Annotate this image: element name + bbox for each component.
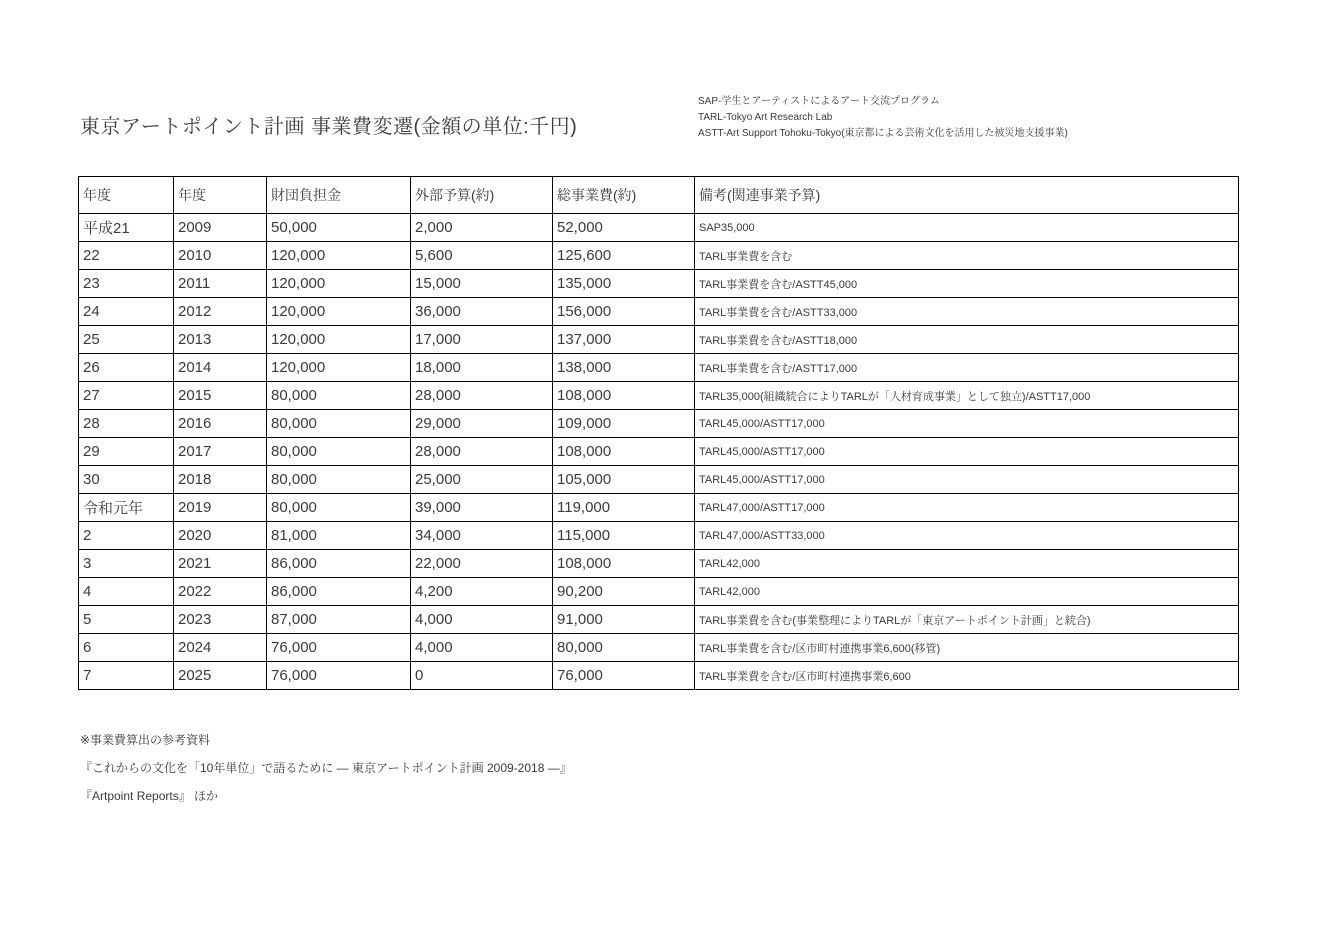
cell-year: 2020: [174, 522, 267, 550]
cell-foundation_contribution: 120,000: [267, 242, 411, 270]
cell-era: 6: [79, 634, 174, 662]
table-row: [79, 382, 1239, 410]
cell-external_budget: 34,000: [411, 522, 553, 550]
column-header-year: 年度: [174, 177, 267, 214]
cell-year: 2012: [174, 298, 267, 326]
cell-foundation_contribution: 86,000: [267, 578, 411, 606]
table-header-row: [79, 177, 1239, 214]
cell-foundation_contribution: 80,000: [267, 438, 411, 466]
cell-foundation_contribution: 120,000: [267, 298, 411, 326]
cell-remarks: TARL事業費を含む/区市町村連携事業6,600(移管): [695, 634, 1239, 662]
cell-total_cost: 90,200: [553, 578, 695, 606]
cell-foundation_contribution: 120,000: [267, 354, 411, 382]
cell-remarks: TARL45,000/ASTT17,000: [695, 410, 1239, 438]
column-header-era: 年度: [79, 177, 174, 214]
cell-era: 5: [79, 606, 174, 634]
cell-external_budget: 29,000: [411, 410, 553, 438]
table-row: [79, 578, 1239, 606]
cell-era: 令和元年: [79, 494, 174, 522]
cell-total_cost: 138,000: [553, 354, 695, 382]
cell-year: 2016: [174, 410, 267, 438]
cell-foundation_contribution: 80,000: [267, 410, 411, 438]
cell-external_budget: 28,000: [411, 438, 553, 466]
cell-era: 平成21: [79, 214, 174, 242]
table-row: [79, 550, 1239, 578]
budget-table: [78, 176, 1239, 690]
cell-remarks: TARL事業費を含む/ASTT18,000: [695, 326, 1239, 354]
cell-external_budget: 4,200: [411, 578, 553, 606]
abbreviation-legend: [698, 94, 1068, 142]
cell-era: 24: [79, 298, 174, 326]
table-row: [79, 354, 1239, 382]
cell-external_budget: 4,000: [411, 634, 553, 662]
cell-foundation_contribution: 87,000: [267, 606, 411, 634]
table-row: [79, 606, 1239, 634]
cell-year: 2011: [174, 270, 267, 298]
cell-total_cost: 108,000: [553, 438, 695, 466]
column-header-remarks: 備考(関連事業予算): [695, 177, 1239, 214]
cell-remarks: TARL45,000/ASTT17,000: [695, 466, 1239, 494]
cell-year: 2010: [174, 242, 267, 270]
cell-foundation_contribution: 80,000: [267, 494, 411, 522]
cell-foundation_contribution: 76,000: [267, 662, 411, 690]
cell-year: 2018: [174, 466, 267, 494]
cell-external_budget: 4,000: [411, 606, 553, 634]
column-header-total_cost: 総事業費(約): [553, 177, 695, 214]
table-row: [79, 662, 1239, 690]
cell-foundation_contribution: 81,000: [267, 522, 411, 550]
cell-remarks: TARL事業費を含む/ASTT33,000: [695, 298, 1239, 326]
cell-year: 2021: [174, 550, 267, 578]
footnote-source-reports: 『Artpoint Reports』 ほか: [80, 789, 219, 803]
cell-remarks: TARL事業費を含む(事業整理によりTARLが「東京アートポイント計画」と統合): [695, 606, 1239, 634]
cell-remarks: TARL42,000: [695, 550, 1239, 578]
table-row: [79, 242, 1239, 270]
footnote-source-book: 『これからの文化を「10年単位」で語るために — 東京アートポイント計画 2009-2018 —』: [80, 761, 572, 775]
cell-total_cost: 80,000: [553, 634, 695, 662]
cell-external_budget: 28,000: [411, 382, 553, 410]
table-row: [79, 522, 1239, 550]
cell-external_budget: 36,000: [411, 298, 553, 326]
cell-remarks: TARL47,000/ASTT33,000: [695, 522, 1239, 550]
cell-external_budget: 25,000: [411, 466, 553, 494]
footnotes: [80, 726, 572, 810]
cell-year: 2015: [174, 382, 267, 410]
column-header-external_budget: 外部予算(約): [411, 177, 553, 214]
cell-external_budget: 17,000: [411, 326, 553, 354]
cell-total_cost: 137,000: [553, 326, 695, 354]
cell-external_budget: 18,000: [411, 354, 553, 382]
cell-total_cost: 156,000: [553, 298, 695, 326]
cell-year: 2017: [174, 438, 267, 466]
cell-external_budget: 22,000: [411, 550, 553, 578]
cell-remarks: TARL事業費を含む/区市町村連携事業6,600: [695, 662, 1239, 690]
cell-era: 7: [79, 662, 174, 690]
table-row: [79, 466, 1239, 494]
page-title: 東京アートポイント計画 事業費変遷(金額の単位:千円): [80, 116, 578, 138]
cell-year: 2025: [174, 662, 267, 690]
cell-remarks: TARL45,000/ASTT17,000: [695, 438, 1239, 466]
cell-year: 2014: [174, 354, 267, 382]
cell-external_budget: 2,000: [411, 214, 553, 242]
table-row: [79, 298, 1239, 326]
cell-era: 27: [79, 382, 174, 410]
cell-era: 28: [79, 410, 174, 438]
cell-year: 2024: [174, 634, 267, 662]
cell-total_cost: 135,000: [553, 270, 695, 298]
cell-foundation_contribution: 50,000: [267, 214, 411, 242]
cell-remarks: TARL47,000/ASTT17,000: [695, 494, 1239, 522]
cell-remarks: TARL42,000: [695, 578, 1239, 606]
cell-external_budget: 5,600: [411, 242, 553, 270]
table-row: [79, 634, 1239, 662]
legend-line-astt: ASTT-Art Support Tohoku-Tokyo(東京都による芸術文化を活用した被災地支援事業): [698, 128, 1068, 139]
cell-external_budget: 0: [411, 662, 553, 690]
cell-total_cost: 52,000: [553, 214, 695, 242]
cell-year: 2022: [174, 578, 267, 606]
cell-era: 4: [79, 578, 174, 606]
cell-total_cost: 108,000: [553, 550, 695, 578]
cell-remarks: TARL事業費を含む/ASTT17,000: [695, 354, 1239, 382]
legend-line-tarl: TARL-Tokyo Art Research Lab: [698, 112, 833, 123]
cell-total_cost: 109,000: [553, 410, 695, 438]
cell-remarks: TARL事業費を含む/ASTT45,000: [695, 270, 1239, 298]
cell-era: 26: [79, 354, 174, 382]
cell-remarks: SAP35,000: [695, 214, 1239, 242]
table-row: [79, 326, 1239, 354]
cell-foundation_contribution: 120,000: [267, 270, 411, 298]
cell-external_budget: 39,000: [411, 494, 553, 522]
cell-total_cost: 105,000: [553, 466, 695, 494]
cell-remarks: TARL35,000(組織統合によりTARLが「人材育成事業」として独立)/ASTT17,000: [695, 382, 1239, 410]
table-row: [79, 438, 1239, 466]
table-row: [79, 214, 1239, 242]
cell-foundation_contribution: 80,000: [267, 382, 411, 410]
cell-remarks: TARL事業費を含む: [695, 242, 1239, 270]
footnote-reference-heading: ※事業費算出の参考資料: [80, 733, 211, 747]
cell-year: 2013: [174, 326, 267, 354]
cell-era: 2: [79, 522, 174, 550]
cell-foundation_contribution: 86,000: [267, 550, 411, 578]
cell-era: 23: [79, 270, 174, 298]
cell-total_cost: 125,600: [553, 242, 695, 270]
cell-foundation_contribution: 120,000: [267, 326, 411, 354]
cell-era: 30: [79, 466, 174, 494]
cell-era: 3: [79, 550, 174, 578]
legend-line-sap: SAP-学生とアーティストによるアート交流プログラム: [698, 96, 940, 107]
cell-external_budget: 15,000: [411, 270, 553, 298]
cell-era: 25: [79, 326, 174, 354]
cell-year: 2019: [174, 494, 267, 522]
cell-era: 29: [79, 438, 174, 466]
cell-total_cost: 108,000: [553, 382, 695, 410]
cell-era: 22: [79, 242, 174, 270]
column-header-foundation_contribution: 財団負担金: [267, 177, 411, 214]
table-row: [79, 270, 1239, 298]
cell-foundation_contribution: 76,000: [267, 634, 411, 662]
cell-total_cost: 76,000: [553, 662, 695, 690]
cell-year: 2023: [174, 606, 267, 634]
cell-foundation_contribution: 80,000: [267, 466, 411, 494]
table-row: [79, 410, 1239, 438]
cell-total_cost: 115,000: [553, 522, 695, 550]
table-row: [79, 494, 1239, 522]
cell-total_cost: 91,000: [553, 606, 695, 634]
cell-total_cost: 119,000: [553, 494, 695, 522]
cell-year: 2009: [174, 214, 267, 242]
